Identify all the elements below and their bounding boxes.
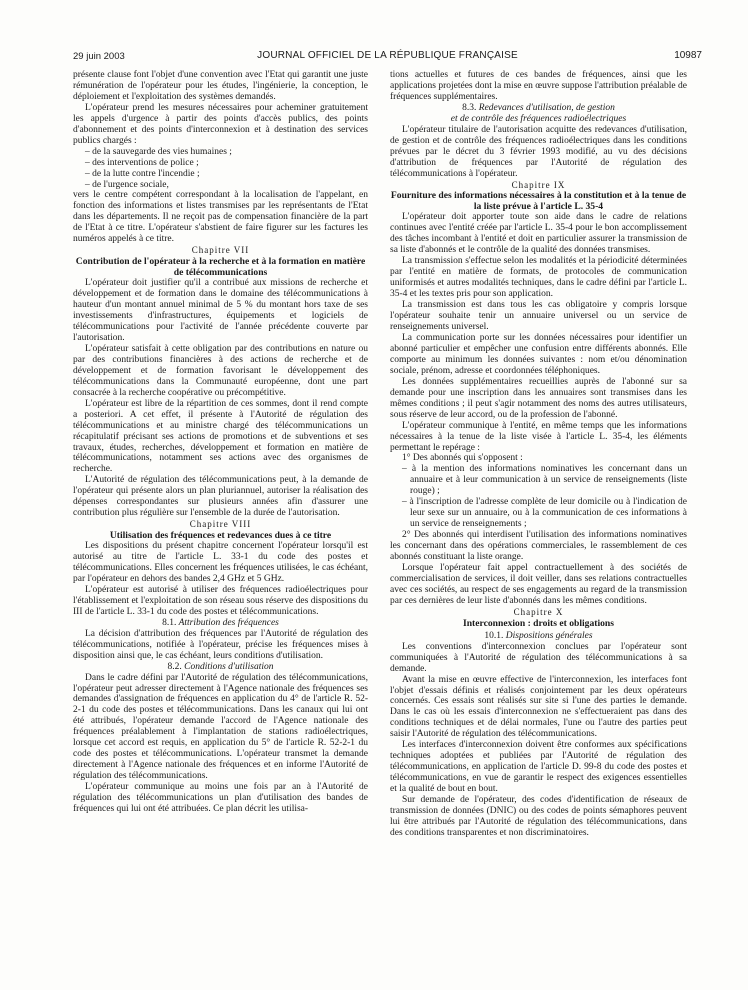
section-heading	[73, 618, 368, 629]
section-number: 10.1.	[484, 630, 504, 641]
paragraph: L'opérateur est autorisé à utiliser des fréquences radioélectriques pour l'établissement et l'exploitation de son réseau sous réserve des dispositions du III de l'article L. 33-1 du code des postes et télécommunications.	[73, 584, 368, 617]
chapter-title: Fourniture des informations nécessaires à la constitution et à la tenue de la liste prévue à l'article L. 35-4	[390, 190, 687, 213]
section-title: Conditions d'utilisation	[184, 661, 274, 672]
chapter-title: Contribution de l'opérateur à la recherche et à la formation en matière de télécommunications	[75, 256, 366, 279]
paragraph: Sur demande de l'opérateur, des codes d'identification de réseaux de transmission de données (DNIC) ou des codes de points sémaphores peuvent lui être attribués par l'Autorité de régulation des télécommunications, dans des conditions transparentes et non discriminatoires.	[390, 795, 687, 838]
header-page-number: 10987	[674, 50, 702, 61]
paragraph: L'opérateur prend les mesures nécessaires pour acheminer gratuitement les appels d'urgence à partir des points d'accès publics, des points d'abonnement et des points d'interconnexion et à destination des services publics chargés :	[73, 102, 368, 146]
paragraph: Avant la mise en œuvre effective de l'interconnexion, les interfaces font l'objet d'essais définis et réalisés conjointement par les deux opérateurs concernés. Ces essais sont réalisés sur site si l'une des parties le demande. Dans le cas où les essais d'interconnexion ne s'effectueraient pas dans des conditions techniques et de délai normales, l'une ou l'autre des parties peut saisir l'Autorité de régulation des télécommunications.	[390, 674, 687, 740]
paragraph: La communication porte sur les données nécessaires pour identifier un abonné particulier et empêcher une confusion entre différents abonnés. Elle comporte au minimum les données suivantes : nom et/ou dénomination sociale, prénom, adresse et coordonnées téléphoniques.	[390, 332, 687, 376]
paragraph: L'opérateur satisfait à cette obligation par des contributions en nature ou par des contributions financières à des actions de recherche et de développement et de formation favorisant le développement des télécommunications dans la Communauté européenne, dont une part consacrée à la recherche coopérative ou précompétitive.	[73, 343, 368, 398]
section-number: 8.1.	[162, 617, 177, 628]
chapter-title: Interconnexion : droits et obligations	[462, 617, 615, 629]
paragraph: Les dispositions du présent chapitre concernent l'opérateur lorsqu'il est autorisé au titre de l'article L. 33-1 du code des postes et télécommunications. Elles concernent les fréquences utilisées, le cas échéant, par l'opérateur en dehors des bandes 2,4 GHz et 5 GHz.	[73, 541, 368, 584]
section-title: Redevances d'utilisation, de gestion	[478, 102, 615, 113]
paragraph: La transmission est dans tous les cas obligatoire y compris lorsque l'opérateur souhaite tenir un annuaire universel ou un service de renseignements universel.	[390, 300, 687, 333]
section-number: 8.3.	[462, 102, 477, 113]
paragraph: Lorsque l'opérateur fait appel contractuellement à des sociétés de commercialisation de services, il doit veiller, dans ses relations contractuelles avec ces sociétés, au respect de ses engagements au regard de la transmission par ces dernières de leur liste d'abonnés dans les mêmes conditions.	[390, 562, 687, 606]
chapter-label: Chapitre VIII	[189, 519, 252, 530]
section-number: 8.2.	[167, 661, 182, 672]
paragraph: La décision d'attribution des fréquences par l'Autorité de régulation des télécommunications, notifiée à l'opérateur, précise les fréquences mises à disposition ainsi que, le cas échéant, leurs conditions d'utilisation.	[73, 628, 368, 661]
list-item: – de l'urgence sociale,	[85, 179, 169, 190]
paragraph: L'Autorité de régulation des télécommunications peut, à la demande de l'opérateur qui présente alors un plan pluriannuel, autoriser la réalisation des dépenses correspondantes sur plusieurs années afin d'assurer une contribution plus régulière sur l'ensemble de la durée de l'autorisation.	[73, 475, 368, 519]
chapter-title: Utilisation des fréquences et redevances dues à ce titre	[109, 530, 332, 542]
paragraph: Les interfaces d'interconnexion doivent être conformes aux spécifications techniques adoptées et publiées par l'Autorité de régulation des télécommunications, en application de l'article D. 99-8 du code des postes et télécommunications, en vue de garantir le respect des exigences essentielles et la qualité de bout en bout.	[390, 740, 687, 795]
paragraph: présente clause font l'objet d'une convention avec l'Etat qui garantit une juste rémunération de l'opérateur pour les études, l'ingénierie, la conception, le déploiement et l'exploitation des systèmes demandés.	[73, 70, 368, 102]
list-item: – des interventions de police ;	[85, 157, 199, 168]
list-item: – de la lutte contre l'incendie ;	[85, 168, 200, 179]
chapter-label: Chapitre X	[513, 606, 564, 617]
paragraph: L'opérateur communique au moins une fois par an à l'Autorité de régulation des télécommunications un plan d'utilisation des bandes de fréquences qui lui ont été attribuées. Ce plan décrit les utilisa-	[73, 782, 368, 814]
paragraph: 2° Des abonnés qui interdisent l'utilisation des informations nominatives les concernant dans des opérations commerciales, le rassemblement de ces abonnés constituant la liste orange.	[390, 530, 687, 563]
list-item: – à l'inscription de l'adresse complète de leur domicile ou à l'indication de leur sexe sur un annuaire, ou à la communication de ces informations à un service de renseignements ;	[402, 497, 687, 530]
paragraph: Dans le cadre défini par l'Autorité de régulation des télécommunications, l'opérateur peut adresser directement à l'Agence nationale des fréquences ses demandes d'assignation de fréquences en application du 4° de l'article R. 52-2-1 du code des postes et télécommunications. Dans les canaux qui lui ont été attribués, l'opérateur demande l'accord de l'Agence nationale des fréquences préalablement à l'implantation de stations radioélectriques, lorsque cet accord est requis, en application du 5° de l'article R. 52-2-1 du code des postes et télécommunications. L'opérateur transmet la demande directement à l'Agence nationale des fréquences et en informe l'Autorité de régulation des télécommunications.	[73, 672, 368, 782]
paragraph: L'opérateur doit apporter toute son aide dans le cadre de relations continues avec l'entité créée par l'article L. 35-4 pour le bon accomplissement des tâches incombant à l'entité et doit en particulier assurer la transmission de sa liste d'abonnés et le contrôle de la qualité des données transmises.	[390, 212, 687, 256]
emergency-services-list	[73, 147, 368, 191]
section-title: Dispositions générales	[505, 630, 593, 641]
paragraph: L'opérateur communique à l'entité, en même temps que les informations nécessaires à la tenue de la liste visée à l'article L. 35-4, les éléments permettant le repérage :	[390, 420, 687, 453]
paragraph: Les conventions d'interconnexion conclues par l'opérateur sont communiquées à l'Autorité de régulation des télécommunications à sa demande.	[390, 641, 687, 674]
chapter-label: Chapitre IX	[511, 179, 566, 190]
paragraph: L'opérateur est libre de la répartition de ces sommes, dont il rend compte a posteriori. A cet effet, il présente à l'Autorité de régulation des télécommunications et au ministre chargé des télécommunications un récapitulatif précisant ses actions de promotions et de subventions et ses travaux, études, recherches, développement et formation en matière de télécommunications, notamment ses actions avec des organismes de recherche.	[73, 398, 368, 475]
section-title-continued: et de contrôle des fréquences radioélectriques	[450, 113, 627, 124]
header-journal-title: JOURNAL OFFICIEL DE LA RÉPUBLIQUE FRANÇAISE	[257, 50, 518, 61]
paragraph: La transmission s'effectue selon les modalités et la périodicité déterminées par l'entité en matière de formats, de protocoles de communication uniformisés et autres modalités techniques, dans le cadre défini par l'article L. 35-4 et les textes pris pour son application.	[390, 256, 687, 300]
list-item: – de la sauvegarde des vies humaines ;	[85, 146, 232, 157]
paragraph: vers le centre compétent correspondant à la localisation de l'appelant, en fonction des informations et listes transmises par les représentants de l'Etat dans les départements. Il ne reçoit pas de compensation financière de la part de l'Etat à ce titre. L'opérateur s'abstient de faire figurer sur les factures les numéros appelés à ce titre.	[73, 190, 368, 245]
paragraph: Les données supplémentaires recueillies auprès de l'abonné sur sa demande pour une inscription dans les annuaires sont transmises dans les mêmes conditions ; il peut s'agir notamment des noms des autres utilisateurs, sous réserve de leur accord, ou de la profession de l'abonné.	[390, 376, 687, 420]
left-column	[73, 70, 368, 815]
chapter-label: Chapitre VII	[191, 245, 250, 256]
paragraph: tions actuelles et futures de ces bandes de fréquences, ainsi que les applications projetées dont la mise en œuvre suppose l'attribution préalable de fréquences supplémentaires.	[390, 70, 687, 102]
section-heading	[390, 631, 687, 642]
paragraph: L'opérateur titulaire de l'autorisation acquitte des redevances d'utilisation, de gestion et de contrôle des fréquences radioélectriques dans les conditions prévues par le décret du 3 février 1993 modifié, au vu des décisions d'attribution de fréquences par l'Autorité de régulation des télécommunications à l'opérateur.	[390, 124, 687, 179]
page-header	[73, 49, 702, 65]
section-heading	[73, 662, 368, 673]
right-column	[390, 70, 687, 839]
section-title: Attribution des fréquences	[178, 617, 279, 628]
section-heading	[390, 103, 687, 114]
opposition-list	[390, 464, 687, 530]
list-item: – à la mention des informations nominatives les concernant dans un annuaire et à leur communication à un service de renseignements (liste rouge) ;	[402, 464, 687, 497]
paragraph: 1° Des abonnés qui s'opposent :	[402, 453, 523, 464]
header-date: 29 juin 2003	[73, 51, 125, 62]
paragraph: L'opérateur doit justifier qu'il a contribué aux missions de recherche et développement et de formation dans le domaine des télécommunications à hauteur d'un montant annuel minimal de 5 % du montant hors taxe de ses investissements d'infrastructures, équipements et logiciels de télécommunications pour l'activité de l'année précédente couverte par l'autorisation.	[73, 278, 368, 343]
